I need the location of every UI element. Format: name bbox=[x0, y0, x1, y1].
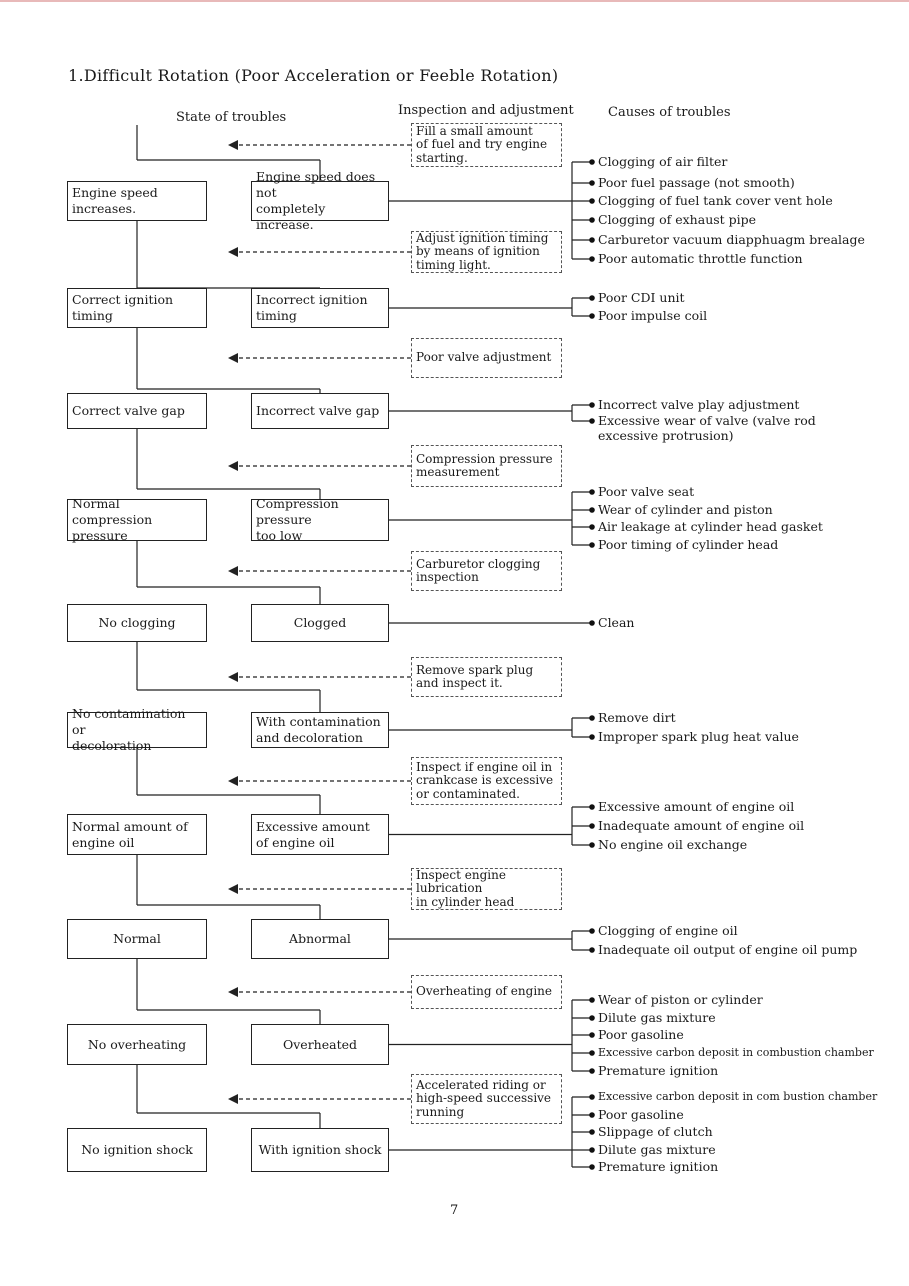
state-fault-box-text: Excessive amount of engine oil bbox=[256, 818, 370, 850]
inspection-box-text: Overheating of engine bbox=[416, 984, 552, 999]
inspection-box bbox=[411, 445, 562, 487]
inspection-box-text: Accelerated riding or high-speed successive running bbox=[416, 1077, 552, 1119]
inspection-box-text: Adjust ignition timing by means of ignition timing light. bbox=[416, 230, 549, 272]
cause-item: Poor CDI unit bbox=[598, 290, 685, 305]
cause-bullet bbox=[589, 947, 595, 953]
cause-bullet bbox=[589, 159, 595, 165]
cause-bullet bbox=[589, 507, 595, 513]
header-causes: Causes of troubles bbox=[608, 105, 731, 120]
state-ok-box bbox=[67, 604, 207, 642]
state-ok-box-text: No overheating bbox=[87, 1036, 187, 1052]
cause-item: Poor gasoline bbox=[598, 1107, 684, 1122]
inspection-box bbox=[411, 975, 562, 1009]
cause-item: Improper spark plug heat value bbox=[598, 729, 799, 744]
state-ok-box-text: Normal amount of engine oil bbox=[72, 818, 188, 850]
state-ok-box-text: No ignition shock bbox=[81, 1142, 193, 1157]
state-fault-box-text: With ignition shock bbox=[258, 1142, 382, 1157]
inspection-box bbox=[411, 757, 562, 805]
page-title: 1.Difficult Rotation (Poor Acceleration or Feeble Rotation) bbox=[68, 66, 559, 85]
inspection-box-text: Remove spark plug and inspect it. bbox=[416, 662, 534, 690]
cause-bullet bbox=[589, 804, 595, 810]
cause-item: Poor valve seat bbox=[598, 484, 695, 499]
cause-item: Remove dirt bbox=[598, 710, 676, 725]
inspection-box bbox=[411, 231, 562, 273]
cause-item: No engine oil exchange bbox=[598, 837, 748, 852]
cause-item: Premature ignition bbox=[598, 1159, 719, 1174]
cause-bullet bbox=[589, 928, 595, 934]
cause-bullet bbox=[589, 1164, 595, 1170]
state-fault-box bbox=[251, 496, 389, 543]
cause-bullet bbox=[589, 217, 595, 223]
cause-item: Poor timing of cylinder head bbox=[598, 537, 779, 552]
cause-item: Dilute gas mixture bbox=[598, 1142, 716, 1157]
state-ok-box-text: Normal bbox=[113, 931, 161, 946]
state-fault-box bbox=[251, 393, 389, 429]
state-ok-box bbox=[67, 181, 207, 221]
cause-bullet bbox=[589, 842, 595, 848]
state-fault-box-text: Compression pressure too low bbox=[256, 496, 339, 543]
inspection-box bbox=[411, 868, 562, 910]
inspection-box-text: Carburetor clogging inspection bbox=[416, 556, 541, 584]
state-ok-box bbox=[67, 496, 207, 543]
state-ok-box bbox=[67, 919, 207, 959]
cause-bullet bbox=[589, 180, 595, 186]
cause-bullet bbox=[589, 1094, 595, 1100]
cause-item: Incorrect valve play adjustment bbox=[598, 397, 800, 412]
inspection-box bbox=[411, 123, 562, 167]
cause-item: Poor automatic throttle function bbox=[598, 251, 803, 266]
cause-item: Inadequate amount of engine oil bbox=[598, 818, 805, 833]
inspection-box bbox=[411, 1074, 562, 1124]
cause-bullet bbox=[589, 734, 595, 740]
state-fault-box-text: Engine speed does not completely increase. bbox=[256, 169, 376, 232]
cause-bullet bbox=[589, 489, 595, 495]
cause-item: Carburetor vacuum diapphuagm brealage bbox=[598, 232, 865, 247]
state-fault-box-text: Overheated bbox=[282, 1036, 357, 1052]
cause-bullet bbox=[589, 823, 595, 829]
cause-bullet bbox=[589, 198, 595, 204]
cause-item: Dilute gas mixture bbox=[598, 1010, 716, 1025]
inspection-box-text: Poor valve adjustment bbox=[416, 350, 552, 365]
cause-bullet bbox=[589, 620, 595, 626]
state-fault-box bbox=[251, 169, 389, 232]
state-fault-box-text: Clogged bbox=[293, 615, 347, 630]
cause-item: Wear of piston or cylinder bbox=[598, 992, 763, 1007]
cause-bullet bbox=[589, 524, 595, 530]
state-ok-box-text: Normal compression pressure bbox=[72, 496, 153, 543]
cause-bullet bbox=[589, 1129, 595, 1135]
state-fault-box bbox=[251, 814, 389, 855]
inspection-box bbox=[411, 657, 562, 697]
cause-bullet bbox=[589, 1050, 595, 1056]
state-fault-box-text: Abnormal bbox=[289, 931, 351, 946]
cause-item: Clogging of air filter bbox=[598, 154, 728, 169]
cause-bullet bbox=[589, 997, 595, 1003]
cause-bullet bbox=[589, 715, 595, 721]
cause-item: Poor gasoline bbox=[598, 1027, 684, 1042]
state-ok-box bbox=[67, 706, 207, 753]
state-ok-box bbox=[67, 1024, 207, 1065]
state-ok-box-text: Correct ignition timing bbox=[72, 292, 174, 323]
cause-item: Premature ignition bbox=[598, 1063, 719, 1078]
cause-bullet bbox=[589, 402, 595, 408]
state-fault-box bbox=[251, 1024, 389, 1065]
state-ok-box bbox=[67, 393, 207, 429]
cause-item: Excessive carbon deposit in com bustion chamber bbox=[598, 1090, 878, 1103]
state-fault-box-text: With contamination and decoloration bbox=[256, 714, 381, 745]
cause-bullet bbox=[589, 313, 595, 319]
cause-bullet bbox=[589, 1015, 595, 1021]
cause-item: Clogging of exhaust pipe bbox=[598, 212, 757, 227]
cause-bullet bbox=[589, 418, 595, 424]
cause-item: Poor fuel passage (not smooth) bbox=[598, 175, 795, 190]
cause-item: Wear of cylinder and piston bbox=[598, 502, 773, 517]
cause-bullet bbox=[589, 295, 595, 301]
cause-item: Clogging of fuel tank cover vent hole bbox=[598, 193, 833, 208]
state-fault-box bbox=[251, 712, 389, 748]
cause-item: Poor impulse coil bbox=[598, 308, 708, 323]
page-number: 7 bbox=[450, 1203, 459, 1218]
state-fault-box bbox=[251, 288, 389, 328]
cause-item: Excessive carbon deposit in combustion chamber bbox=[598, 1046, 874, 1059]
state-ok-box bbox=[67, 814, 207, 855]
cause-item: Clogging of engine oil bbox=[598, 923, 738, 938]
inspection-box bbox=[411, 551, 562, 591]
cause-item: Air leakage at cylinder head gasket bbox=[598, 519, 823, 534]
state-fault-box-text: Incorrect valve gap bbox=[256, 403, 380, 418]
inspection-box-text: Inspect engine lubrication in cylinder head bbox=[416, 867, 515, 909]
cause-item: Slippage of clutch bbox=[598, 1124, 713, 1139]
state-ok-box-text: No clogging bbox=[98, 615, 176, 630]
state-fault-box bbox=[251, 919, 389, 959]
cause-bullet bbox=[589, 256, 595, 262]
state-fault-box-text: Incorrect ignition timing bbox=[256, 292, 368, 323]
inspection-box-text: Compression pressure measurement bbox=[416, 451, 553, 479]
cause-bullet bbox=[589, 1147, 595, 1153]
header-state: State of troubles bbox=[176, 110, 287, 125]
cause-bullet bbox=[589, 1068, 595, 1074]
inspection-box-text: Fill a small amount of fuel and try engine starting. bbox=[416, 123, 548, 165]
cause-item: Clean bbox=[598, 615, 635, 630]
header-inspection: Inspection and adjustment bbox=[398, 103, 574, 118]
inspection-box bbox=[411, 338, 562, 378]
state-ok-box bbox=[67, 288, 207, 328]
state-ok-box-text: Engine speed increases. bbox=[72, 185, 158, 216]
state-ok-box-text: No contamination or decoloration bbox=[72, 706, 186, 753]
state-fault-box bbox=[251, 604, 389, 642]
cause-bullet bbox=[589, 542, 595, 548]
cause-bullet bbox=[589, 1032, 595, 1038]
cause-item: Excessive wear of valve (valve rod excessive protrusion) bbox=[598, 413, 816, 443]
cause-bullet bbox=[589, 237, 595, 243]
cause-bullet bbox=[589, 1112, 595, 1118]
state-fault-box bbox=[251, 1128, 389, 1172]
inspection-box-text: Inspect if engine oil in crankcase is excessive or contaminated. bbox=[416, 759, 554, 801]
state-ok-box bbox=[67, 1128, 207, 1172]
state-ok-box-text: Correct valve gap bbox=[72, 403, 185, 418]
cause-item: Excessive amount of engine oil bbox=[598, 799, 795, 814]
cause-item: Inadequate oil output of engine oil pump bbox=[598, 942, 858, 957]
